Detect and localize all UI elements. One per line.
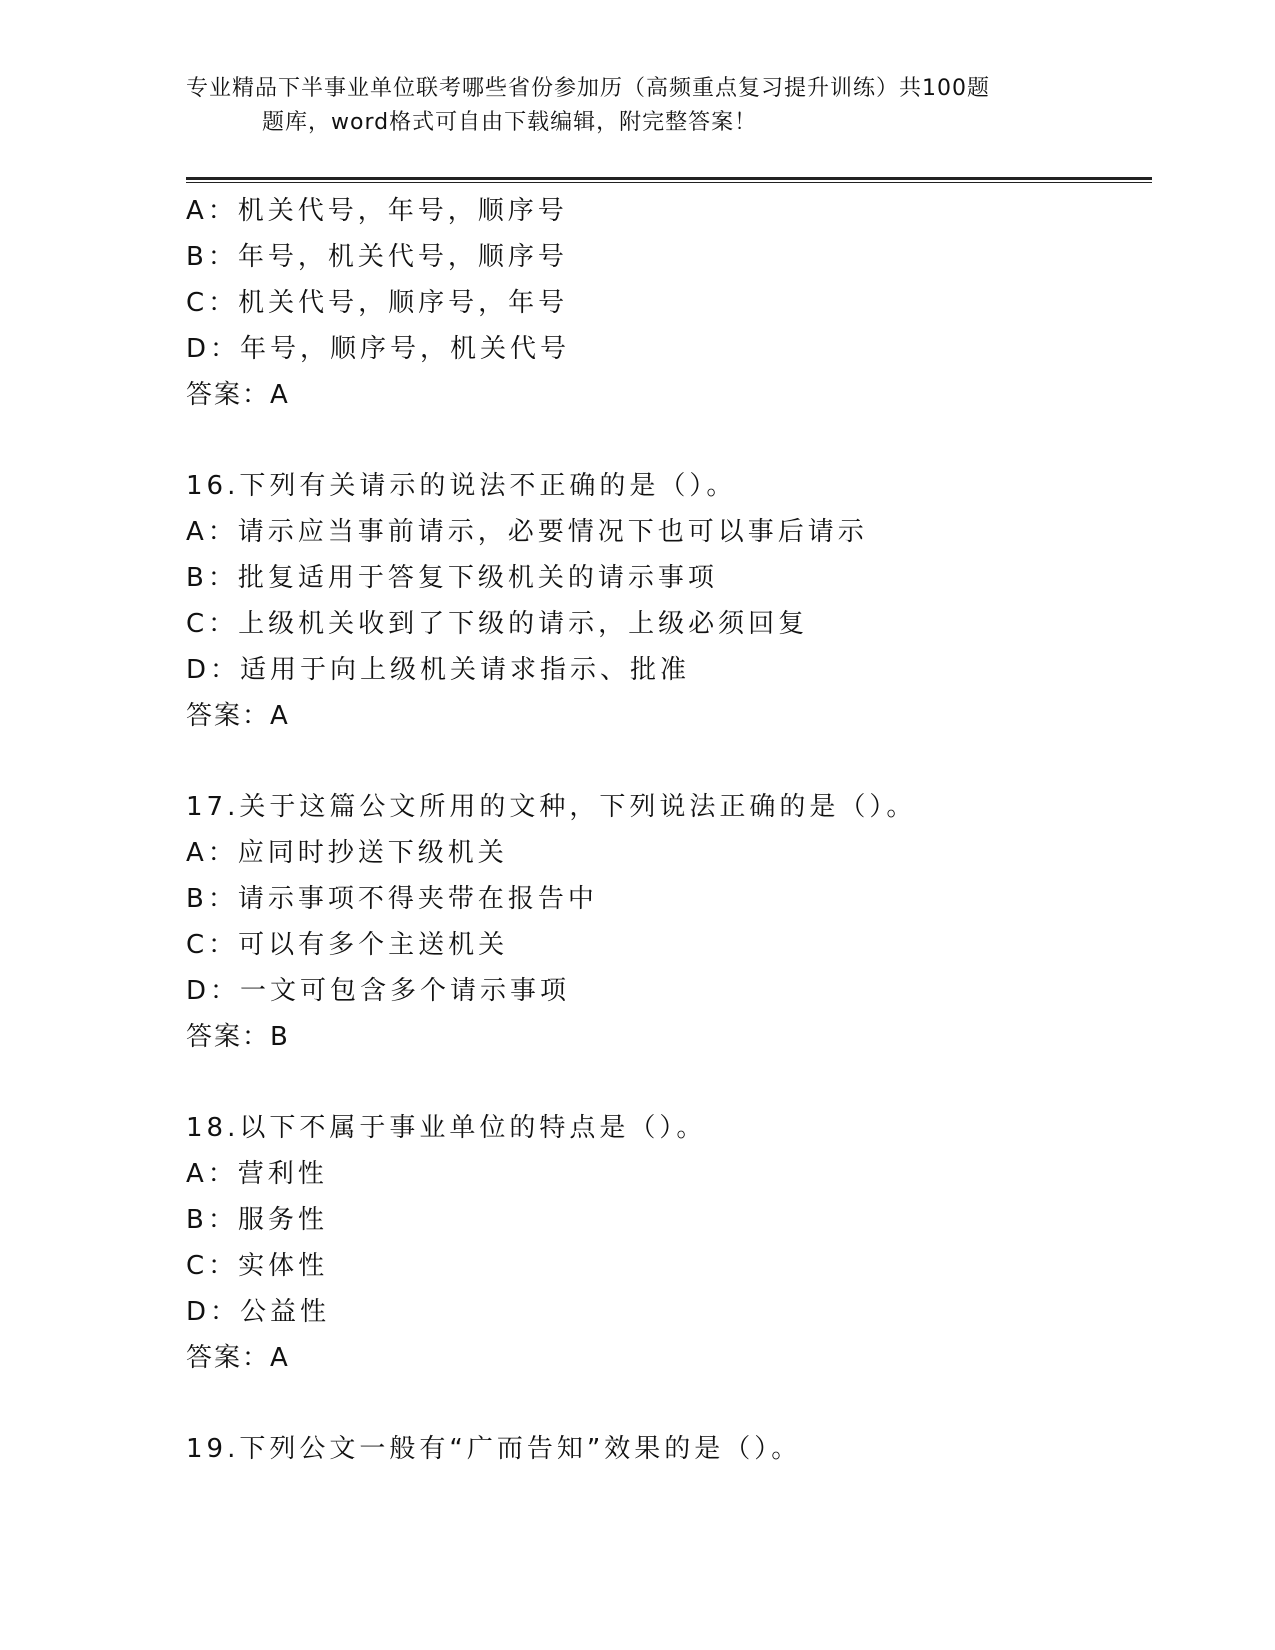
- option-c: C：机关代号，顺序号，年号: [186, 288, 569, 318]
- question-block-18: [186, 1105, 1146, 1381]
- question-block-19: [186, 1426, 1146, 1472]
- question-text: 17.关于这篇公文所用的文种，下列说法正确的是（）。: [186, 792, 917, 822]
- option-d: D：一文可包含多个请示事项: [186, 976, 571, 1006]
- option-a: A：机关代号，年号，顺序号: [186, 196, 568, 226]
- option-b: B：请示事项不得夹带在报告中: [186, 884, 598, 914]
- option-d: D：年号，顺序号，机关代号: [186, 334, 571, 364]
- answer-line: 答案：A: [186, 1343, 290, 1373]
- question-text: 19.下列公文一般有“广而告知”效果的是（）。: [186, 1434, 802, 1464]
- document-header: [186, 72, 1086, 140]
- answer-line: 答案：B: [186, 1022, 290, 1052]
- question-block-15: [186, 188, 1146, 418]
- header-line-2: 题库，word格式可自由下载编辑，附完整答案！: [262, 110, 758, 135]
- option-a: A：营利性: [186, 1159, 328, 1189]
- option-d: D：适用于向上级机关请求指示、批准: [186, 655, 691, 685]
- option-c: C：可以有多个主送机关: [186, 930, 509, 960]
- header-line-1: 专业精品下半事业单位联考哪些省份参加历（高频重点复习提升训练）共100题: [186, 76, 990, 101]
- option-b: B：年号，机关代号，顺序号: [186, 242, 568, 272]
- answer-line: 答案：A: [186, 701, 290, 731]
- header-divider-thin: [186, 182, 1152, 183]
- option-c: C：实体性: [186, 1251, 329, 1281]
- question-text: 16.下列有关请示的说法不正确的是（）。: [186, 471, 737, 501]
- question-block-16: [186, 463, 1146, 739]
- option-a: A：请示应当事前请示，必要情况下也可以事后请示: [186, 517, 868, 547]
- option-c: C：上级机关收到了下级的请示，上级必须回复: [186, 609, 809, 639]
- question-text: 18.以下不属于事业单位的特点是（）。: [186, 1113, 707, 1143]
- question-block-17: [186, 784, 1146, 1060]
- document-body: [186, 188, 1146, 1472]
- option-b: B：批复适用于答复下级机关的请示事项: [186, 563, 718, 593]
- option-d: D：公益性: [186, 1297, 331, 1327]
- header-divider-thick: [186, 177, 1152, 180]
- answer-line: 答案：A: [186, 380, 290, 410]
- option-a: A：应同时抄送下级机关: [186, 838, 508, 868]
- option-b: B：服务性: [186, 1205, 328, 1235]
